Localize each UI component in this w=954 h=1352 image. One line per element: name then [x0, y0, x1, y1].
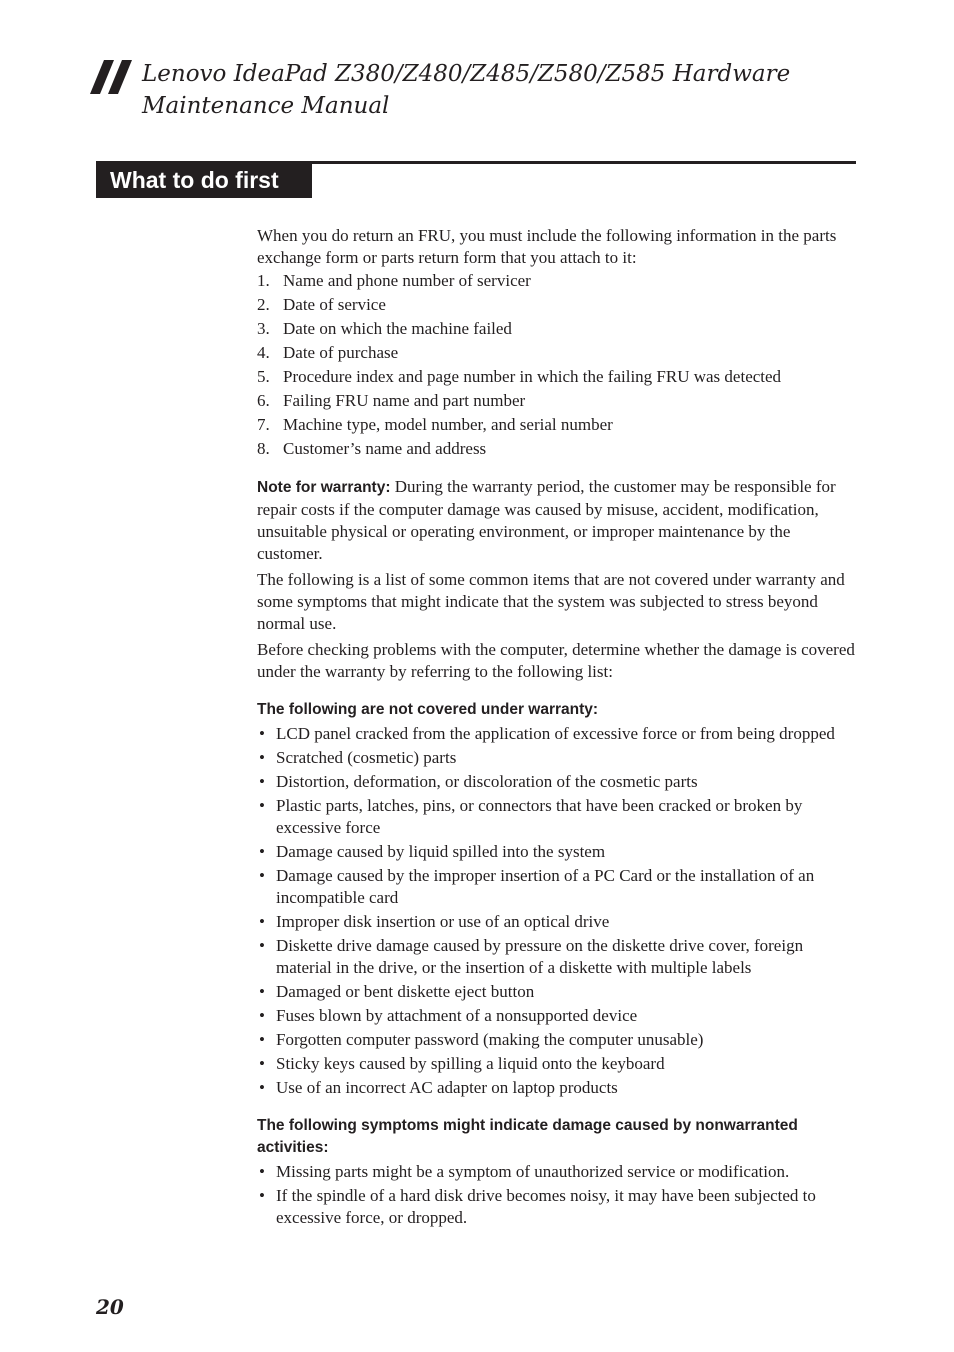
- not-covered-item: • Damage caused by liquid spilled into the system: [257, 841, 857, 863]
- not-covered-item: • Damage caused by the improper insertion of a PC Card or the installation of an incompatible card: [257, 865, 857, 909]
- return-info-item: [257, 294, 857, 316]
- manual-title: [142, 58, 842, 122]
- item-text: Date of purchase: [283, 343, 399, 362]
- symptom-item: • If the spindle of a hard disk drive becomes noisy, it may have been subjected to excessive force, or dropped.: [257, 1185, 857, 1229]
- not-covered-item: • LCD panel cracked from the application of excessive force or from being dropped: [257, 723, 857, 745]
- item-number: 6.: [257, 391, 270, 410]
- return-info-item: [257, 342, 857, 364]
- item-text: Date of service: [283, 295, 386, 314]
- not-covered-list: [257, 723, 857, 1099]
- not-covered-item: • Sticky keys caused by spilling a liquid onto the keyboard: [257, 1053, 857, 1075]
- not-covered-item: • Plastic parts, latches, pins, or connectors that have been cracked or broken by excessive force: [257, 795, 857, 839]
- not-covered-item: • Damaged or bent diskette eject button: [257, 981, 857, 1003]
- return-info-item: [257, 414, 857, 436]
- double-slash-mark-icon: [90, 60, 134, 94]
- not-covered-item: • Use of an incorrect AC adapter on laptop products: [257, 1077, 857, 1099]
- item-number: 2.: [257, 295, 270, 314]
- item-number: 1.: [257, 271, 270, 290]
- item-number: 5.: [257, 367, 270, 386]
- not-covered-item: • Improper disk insertion or use of an optical drive: [257, 911, 857, 933]
- item-text: Failing FRU name and part number: [283, 391, 526, 410]
- symptom-item: • Missing parts might be a symptom of unauthorized service or modification.: [257, 1161, 857, 1183]
- item-text: Procedure index and page number in which the failing FRU was detected: [283, 367, 782, 386]
- manual-title-line1: Lenovo IdeaPad Z380/Z480/Z485/Z580/Z585 Hardware: [142, 61, 791, 87]
- item-number: 8.: [257, 439, 270, 458]
- return-info-item: [257, 390, 857, 412]
- return-info-item: [257, 366, 857, 388]
- intro-paragraph: When you do return an FRU, you must include the following information in the parts exchange form or parts return form that you attach to it:: [257, 226, 837, 267]
- page-content: [257, 225, 857, 1231]
- item-text: Date on which the machine failed: [283, 319, 512, 338]
- not-covered-item: • Forgotten computer password (making the computer unusable): [257, 1029, 857, 1051]
- manual-title-line2: Maintenance Manual: [142, 93, 390, 119]
- not-covered-item: • Diskette drive damage caused by pressure on the diskette drive cover, foreign material in the drive, or the insertion of a diskette with multiple labels: [257, 935, 857, 979]
- warranty-note-label: Note for warranty:: [257, 479, 391, 496]
- warranty-note-paragraph: [257, 476, 857, 565]
- return-info-item: [257, 318, 857, 340]
- item-text: Name and phone number of servicer: [283, 271, 531, 290]
- return-info-item: [257, 270, 857, 292]
- page-number: 20: [96, 1295, 124, 1319]
- symptoms-list: [257, 1161, 857, 1229]
- item-text: Customer’s name and address: [283, 439, 487, 458]
- symptoms-heading: The following symptoms might indicate damage caused by nonwarranted activities:: [257, 1117, 798, 1156]
- warranty-note-text: During the warranty period, the customer may be responsible for repair costs if the computer damage was caused by misuse, accident, modification, unsuitable physical or operating environment, or improper maintenance by the customer.: [257, 477, 836, 563]
- not-covered-heading: The following are not covered under warranty:: [257, 701, 599, 718]
- not-covered-item: • Distortion, deformation, or discoloration of the cosmetic parts: [257, 771, 857, 793]
- return-info-item: [257, 438, 857, 460]
- item-number: 3.: [257, 319, 270, 338]
- section-title: What to do first: [110, 167, 279, 193]
- item-number: 4.: [257, 343, 270, 362]
- return-info-list: [257, 270, 857, 460]
- list-intro-paragraph: The following is a list of some common items that are not covered under warranty and some symptoms that might indicate that the system was subjected to stress beyond normal use.: [257, 570, 845, 633]
- not-covered-item: • Fuses blown by attachment of a nonsupported device: [257, 1005, 857, 1027]
- item-text: Machine type, model number, and serial number: [283, 415, 613, 434]
- before-checking-paragraph: Before checking problems with the computer, determine whether the damage is covered under the warranty by referring to the following list:: [257, 640, 855, 681]
- item-number: 7.: [257, 415, 270, 434]
- not-covered-item: • Scratched (cosmetic) parts: [257, 747, 857, 769]
